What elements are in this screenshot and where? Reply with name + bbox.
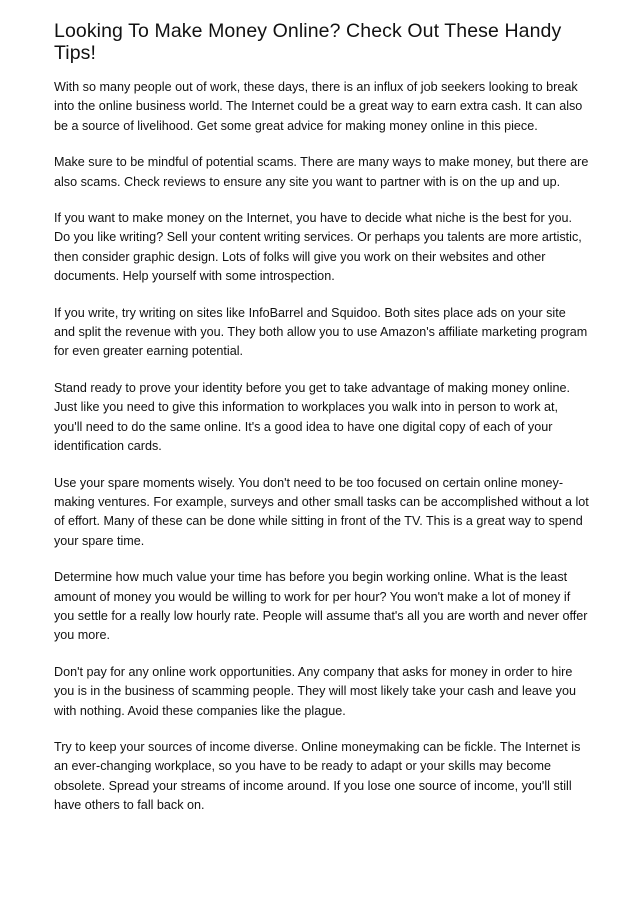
- paragraph-identity: Stand ready to prove your identity before you get to take advantage of making money online. Just like you need to give this information to workplaces you walk into in person to work at, you'll need to do the same online. It's a good idea to have one digital copy of each of your identification cards.: [54, 380, 570, 454]
- paragraph-intro: With so many people out of work, these days, there is an influx of job seekers looking to break into the online business world. The Internet could be a great way to earn extra cash. It can also be a source of livelihood. Get some great advice for making money online in this piece.: [54, 80, 583, 133]
- paragraph-scams: Make sure to be mindful of potential scams. There are many ways to make money, but there are also scams. Check reviews to ensure any site you want to partner with is on the up and up.: [54, 155, 589, 189]
- paragraph-dont-pay: Don't pay for any online work opportunities. Any company that asks for money in order to hire you is in the business of scamming people. They will most likely take your cash and leave you with nothing. Avoid these companies like the plague.: [54, 664, 576, 718]
- paragraph-income-diverse: Try to keep your sources of income diverse. Online moneymaking can be fickle. The Internet is an ever-changing workplace, so you have to be ready to adapt or your skills may become obsolete. Spread your streams of income around. If you lose one source of income, you'll still have others to fall back on.: [54, 739, 581, 813]
- page-title: Looking To Make Money Online? Check Out These Handy Tips!: [54, 20, 562, 64]
- paragraph-spare-moments: Use your spare moments wisely. You don't need to be too focused on certain online money-making ventures. For example, surveys and other small tasks can be accomplished without a lot of effort. Many of these can be done while sitting in front of the TV. This is a great way to spend your spare time.: [54, 475, 589, 548]
- paragraph-niche: If you want to make money on the Internet, you have to decide what niche is the best for you. Do you like writing? Sell your content writing services. Or perhaps you talents are more artistic, then consider graphic design. Lots of folks will give you work on their websites and other documents. Help yourself with some introspection.: [54, 211, 582, 284]
- document-page: [54, 20, 589, 833]
- paragraph-writing-sites: If you write, try writing on sites like InfoBarrel and Squidoo. Both sites place ads on your site and split the revenue with you. They both allow you to use Amazon's affiliate marketing program for even greater earning potential.: [54, 305, 588, 359]
- paragraph-time-value: Determine how much value your time has before you begin working online. What is the least amount of money you would be willing to work for per hour? You won't make a lot of money if you settle for a really low hourly rate. People will assume that's all you are worth and never offer you more.: [54, 570, 588, 643]
